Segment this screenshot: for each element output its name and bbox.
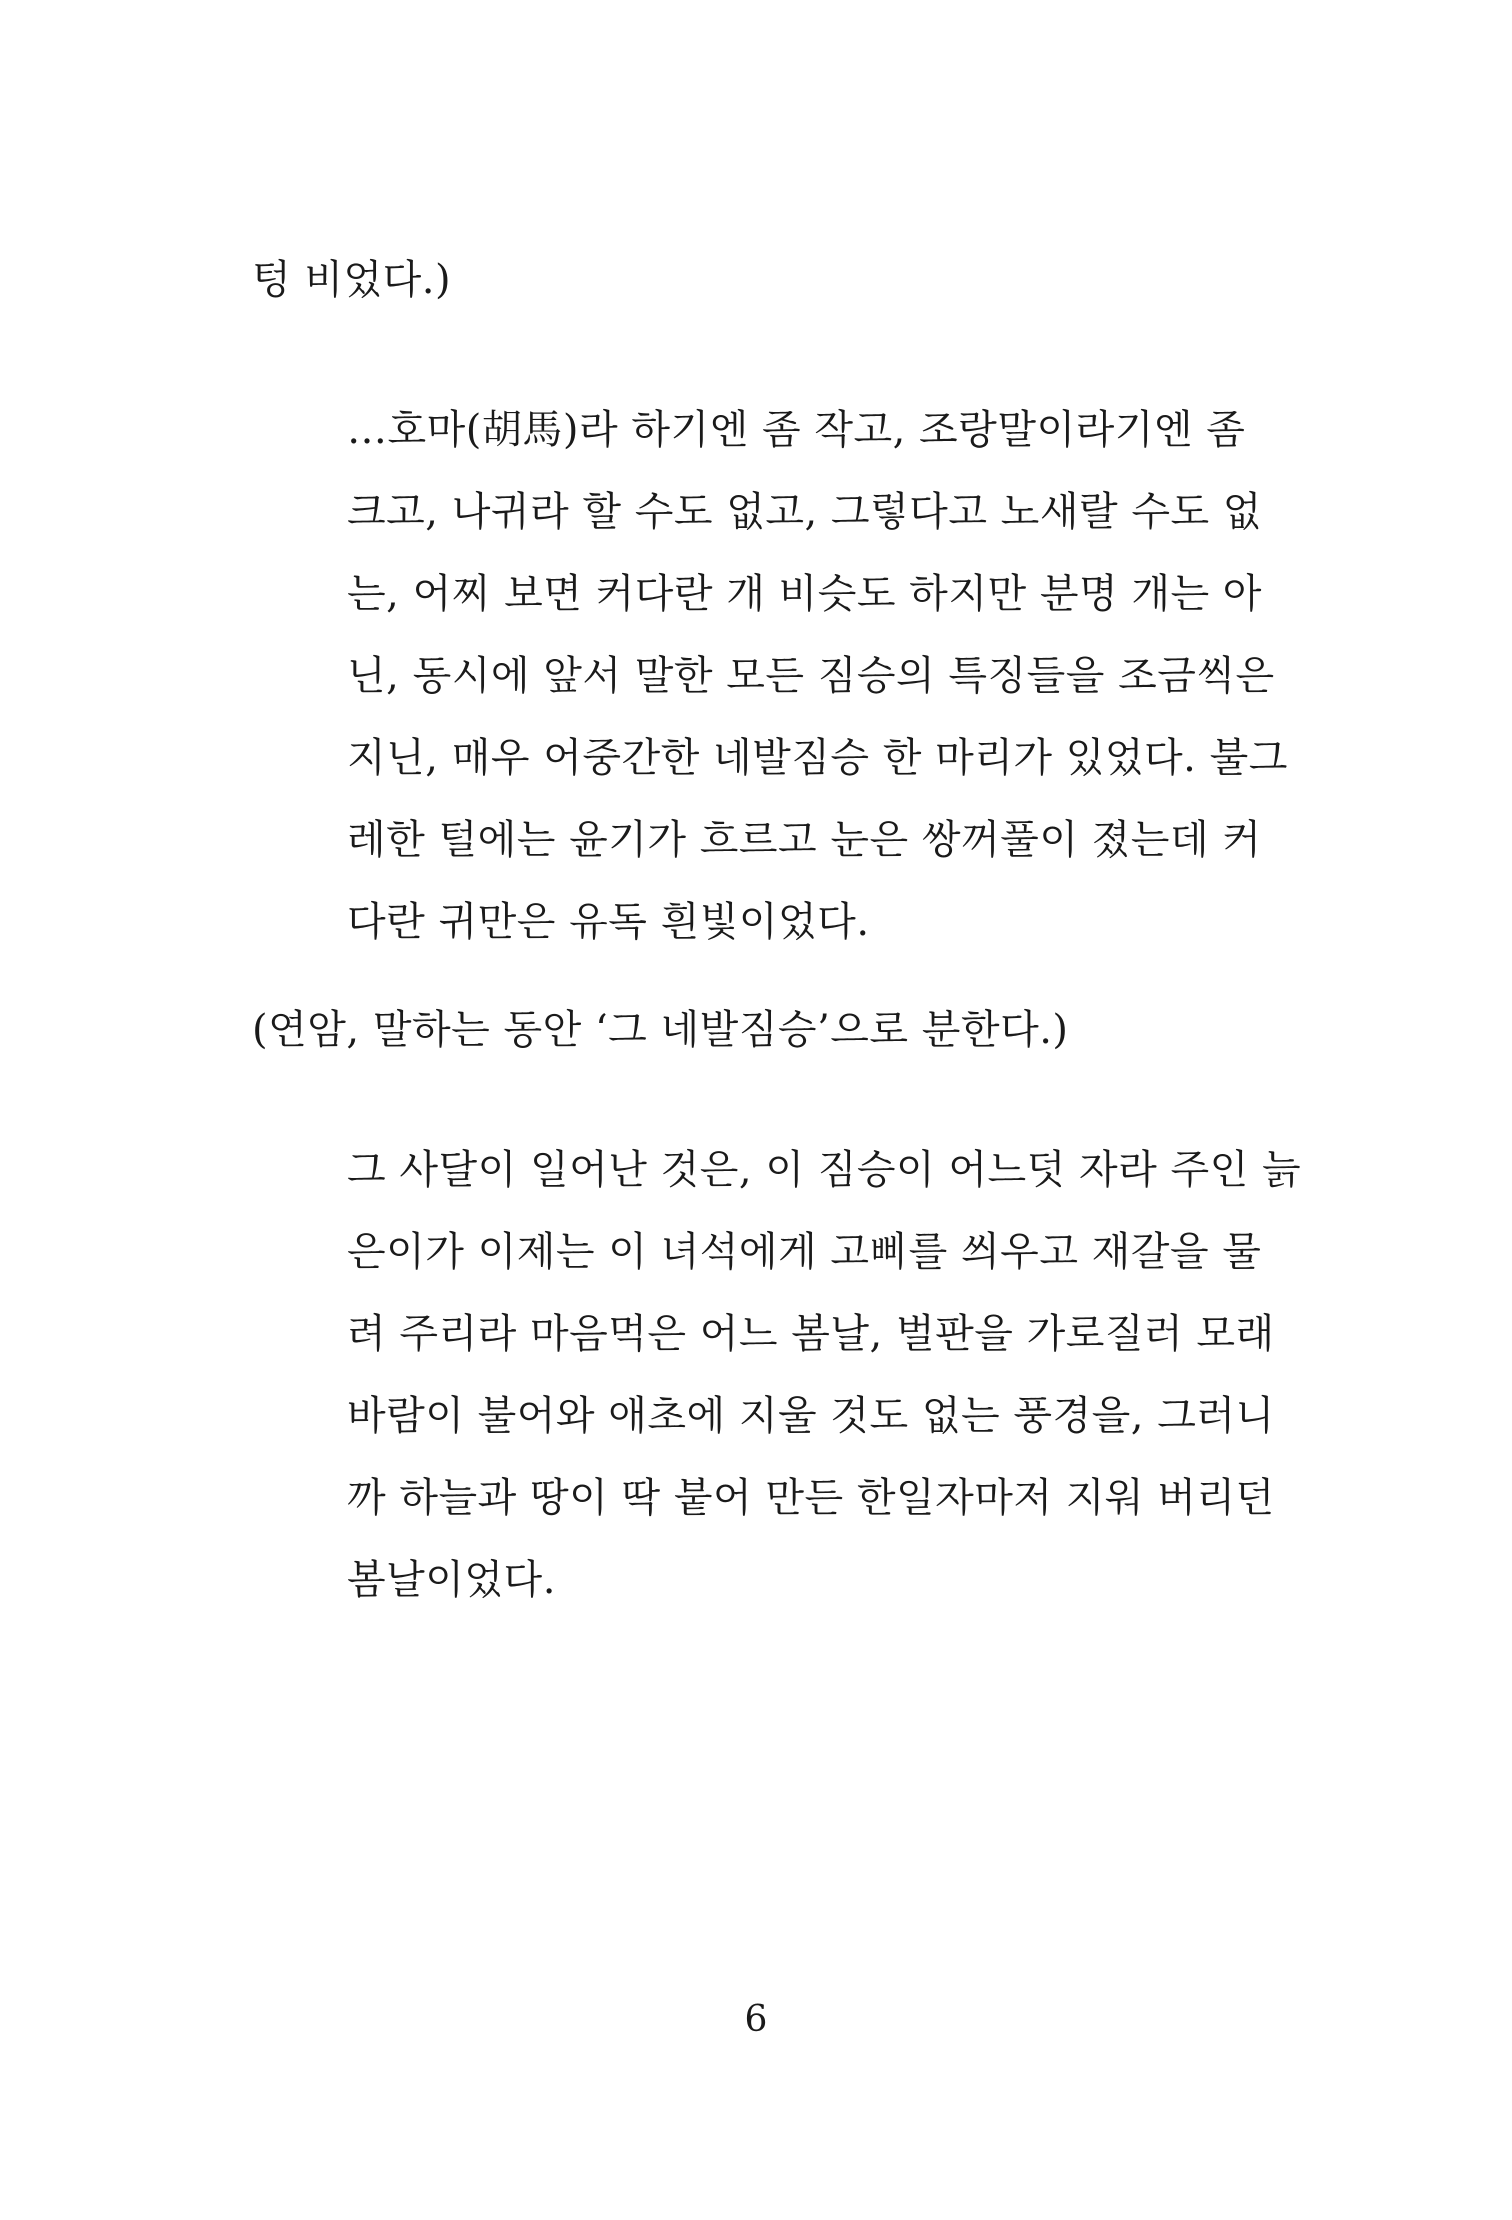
stage-direction-top: 텅 비었다.) (252, 257, 452, 303)
passage-1-line: 는, 어찌 보면 커다란 개 비슷도 하지만 분명 개는 아 (347, 571, 1262, 617)
passage-1-line: 닌, 동시에 앞서 말한 모든 짐승의 특징들을 조금씩은 (347, 653, 1275, 699)
passage-2-line: 봄날이었다. (347, 1557, 556, 1603)
passage-2-line: 바람이 불어와 애초에 지울 것도 없는 풍경을, 그러니 (347, 1393, 1275, 1439)
page-number: 6 (744, 1999, 768, 2040)
passage-1-line: …호마(胡馬)라 하기엔 좀 작고, 조랑말이라기엔 좀 (347, 407, 1246, 453)
passage-1-line: 레한 털에는 윤기가 흐르고 눈은 쌍꺼풀이 졌는데 커 (347, 817, 1262, 863)
passage-2-line: 까 하늘과 땅이 딱 붙어 만든 한일자마저 지워 버리던 (347, 1475, 1275, 1521)
passage-2-line: 려 주리라 마음먹은 어느 봄날, 벌판을 가로질러 모래 (347, 1311, 1275, 1357)
passage-1-line: 크고, 나귀라 할 수도 없고, 그렇다고 노새랄 수도 없 (347, 489, 1262, 535)
passage-2-line: 은이가 이제는 이 녀석에게 고삐를 씌우고 재갈을 물 (347, 1229, 1262, 1275)
passage-1-line: 다란 귀만은 유독 흰빛이었다. (347, 899, 870, 945)
passage-1-line: 지닌, 매우 어중간한 네발짐승 한 마리가 있었다. 불그 (347, 735, 1288, 781)
passage-2-line: 그 사달이 일어난 것은, 이 짐승이 어느덧 자라 주인 늙 (347, 1147, 1302, 1193)
stage-direction-middle: (연암, 말하는 동안 ‘그 네발짐승’으로 분한다.) (252, 1007, 1069, 1053)
